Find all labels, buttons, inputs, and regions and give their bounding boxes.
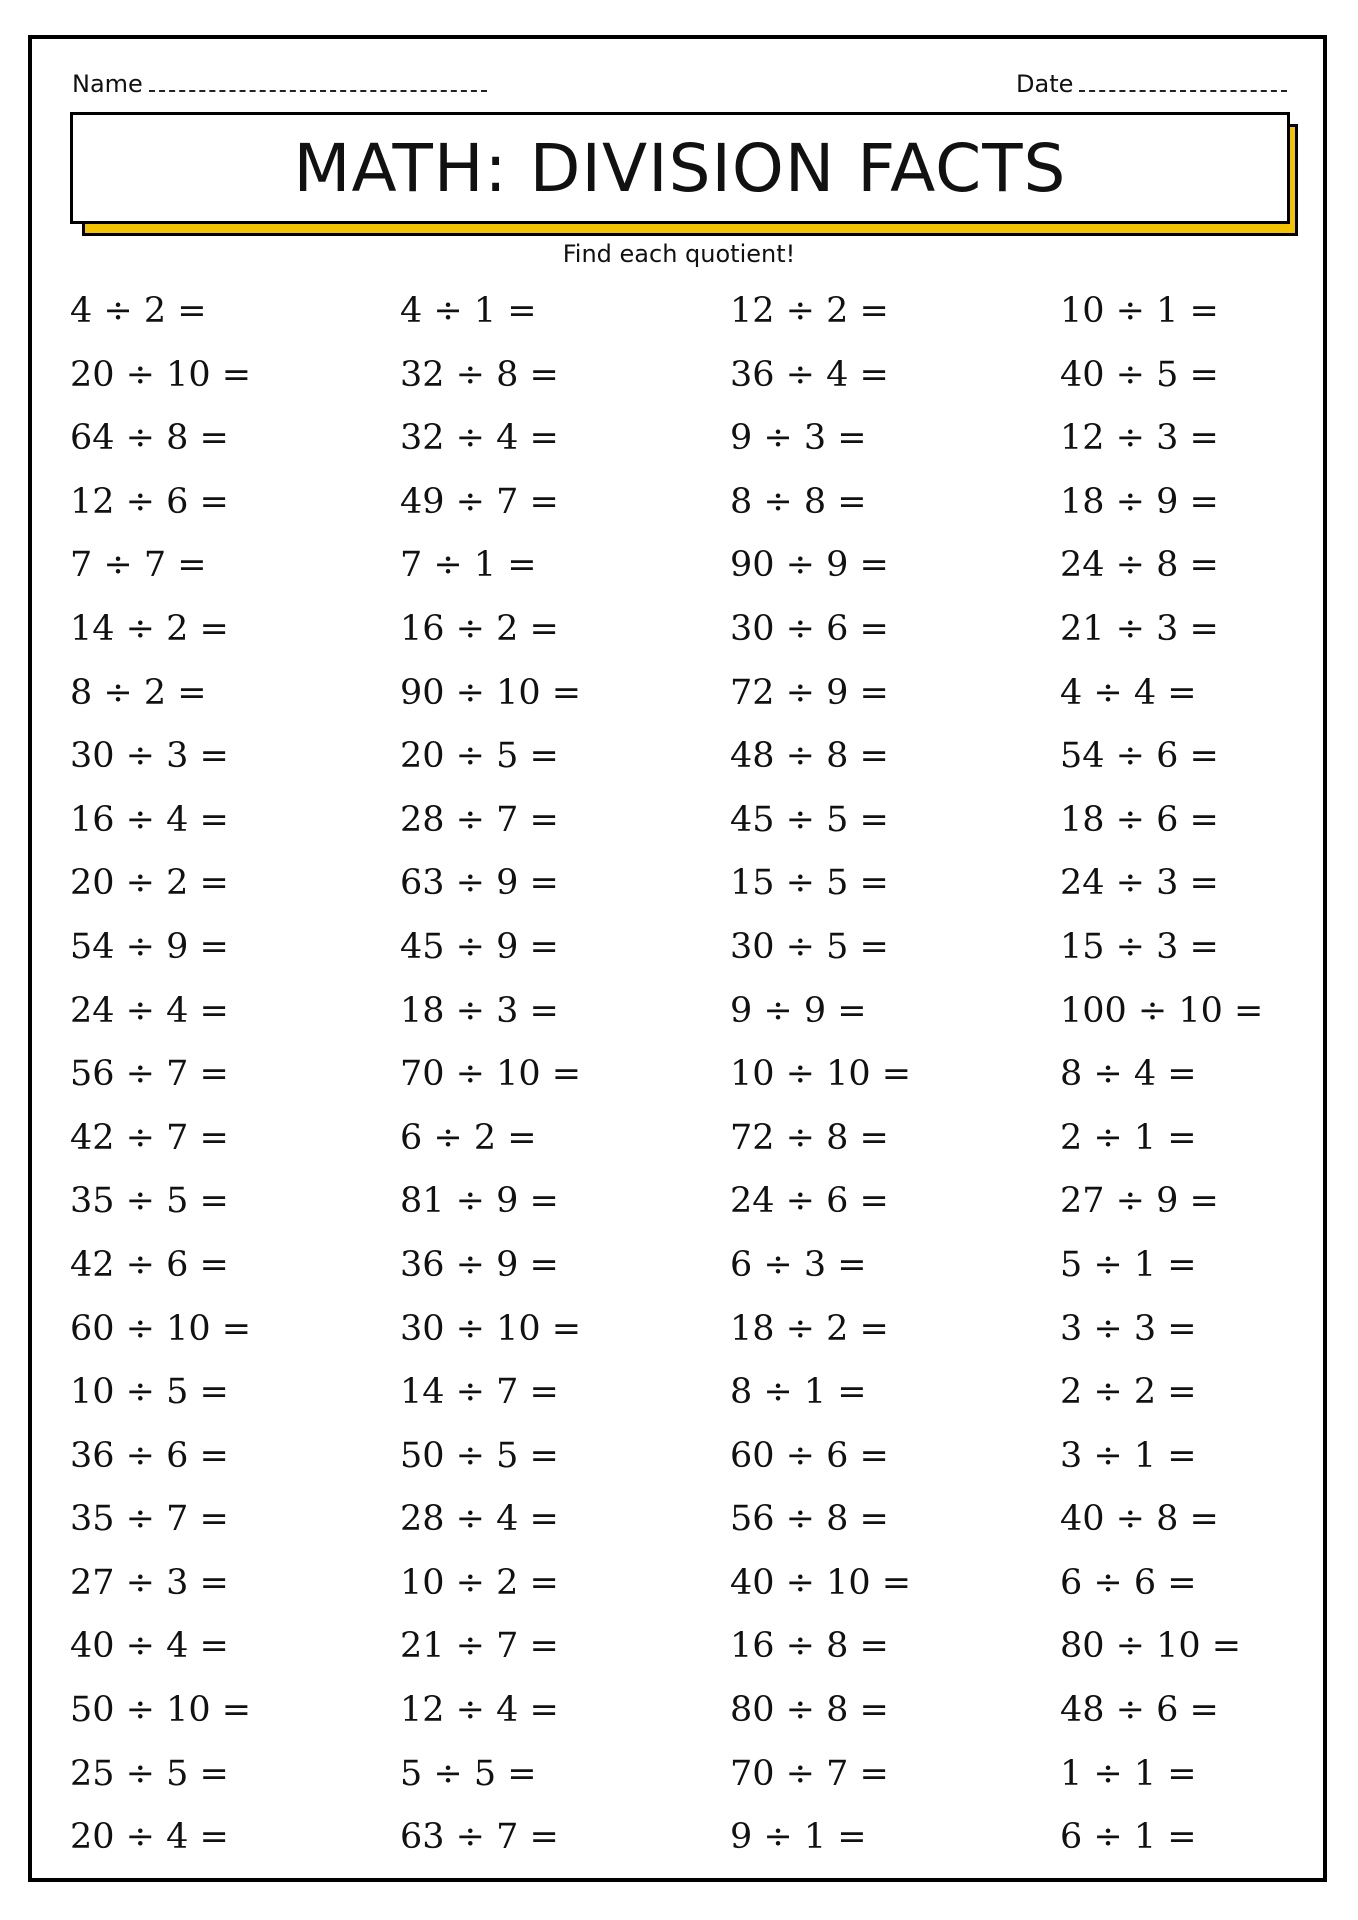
division-problem: 21 ÷ 3 = — [1060, 608, 1219, 649]
division-problem: 3 ÷ 1 = — [1060, 1435, 1197, 1476]
division-problem: 18 ÷ 9 = — [1060, 481, 1219, 522]
division-problem: 28 ÷ 7 = — [400, 799, 559, 840]
division-problem: 8 ÷ 1 = — [730, 1372, 867, 1413]
division-problem: 6 ÷ 2 = — [400, 1117, 537, 1158]
division-problem: 32 ÷ 8 = — [400, 354, 559, 395]
division-problem: 9 ÷ 3 = — [730, 418, 867, 459]
division-problem: 12 ÷ 6 = — [70, 481, 229, 522]
division-problem: 28 ÷ 4 = — [400, 1499, 559, 1540]
division-problem: 5 ÷ 5 = — [400, 1753, 537, 1794]
division-problem: 50 ÷ 10 = — [70, 1690, 252, 1731]
instructions: Find each quotient! — [562, 240, 796, 268]
division-problem: 25 ÷ 5 = — [70, 1753, 229, 1794]
division-problem: 72 ÷ 9 = — [730, 672, 889, 713]
division-problem: 100 ÷ 10 = — [1060, 990, 1264, 1031]
division-problem: 27 ÷ 3 = — [70, 1562, 229, 1603]
division-problem: 72 ÷ 8 = — [730, 1117, 889, 1158]
division-problem: 16 ÷ 4 = — [70, 799, 229, 840]
division-problem: 40 ÷ 10 = — [730, 1562, 912, 1603]
division-problem: 20 ÷ 2 = — [70, 863, 229, 904]
division-problem: 30 ÷ 3 = — [70, 736, 229, 777]
division-problem: 70 ÷ 7 = — [730, 1753, 889, 1794]
division-problem: 3 ÷ 3 = — [1060, 1308, 1197, 1349]
division-problem: 10 ÷ 2 = — [400, 1562, 559, 1603]
division-problem: 40 ÷ 5 = — [1060, 354, 1219, 395]
division-problem: 4 ÷ 2 = — [70, 291, 207, 331]
division-problem: 12 ÷ 2 = — [730, 291, 889, 331]
division-problem: 80 ÷ 8 = — [730, 1690, 889, 1731]
division-problem: 18 ÷ 3 = — [400, 990, 559, 1031]
division-problem: 40 ÷ 8 = — [1060, 1499, 1219, 1540]
division-problem: 35 ÷ 7 = — [70, 1499, 229, 1540]
division-problem: 90 ÷ 9 = — [730, 545, 889, 586]
title-box — [70, 112, 1290, 224]
date-field[interactable] — [1016, 70, 1287, 98]
name-field[interactable] — [72, 70, 487, 98]
division-problem: 49 ÷ 7 = — [400, 481, 559, 522]
division-problem: 9 ÷ 1 = — [730, 1817, 867, 1858]
division-problem: 36 ÷ 4 = — [730, 354, 889, 395]
division-problem: 20 ÷ 5 = — [400, 736, 559, 777]
division-problem: 36 ÷ 6 = — [70, 1435, 229, 1476]
division-problem: 20 ÷ 4 = — [70, 1817, 229, 1858]
division-problem: 18 ÷ 6 = — [1060, 799, 1219, 840]
division-problem: 24 ÷ 3 = — [1060, 863, 1219, 904]
division-problem: 4 ÷ 4 = — [1060, 672, 1197, 713]
division-problem: 9 ÷ 9 = — [730, 990, 867, 1031]
division-problem: 45 ÷ 9 = — [400, 926, 559, 967]
division-problem: 8 ÷ 4 = — [1060, 1054, 1197, 1095]
division-problem: 42 ÷ 7 = — [70, 1117, 229, 1158]
division-problem: 7 ÷ 7 = — [70, 545, 207, 586]
division-problem: 10 ÷ 1 = — [1060, 291, 1219, 331]
division-problem: 48 ÷ 6 = — [1060, 1690, 1219, 1731]
division-problem: 5 ÷ 1 = — [1060, 1244, 1197, 1285]
division-problem: 10 ÷ 5 = — [70, 1372, 229, 1413]
division-problem: 12 ÷ 3 = — [1060, 418, 1219, 459]
division-problem: 42 ÷ 6 = — [70, 1244, 229, 1285]
division-problem: 15 ÷ 3 = — [1060, 926, 1219, 967]
division-problem: 14 ÷ 7 = — [400, 1372, 559, 1413]
division-problem: 6 ÷ 6 = — [1060, 1562, 1197, 1603]
division-problem: 30 ÷ 6 = — [730, 608, 889, 649]
division-problem: 24 ÷ 4 = — [70, 990, 229, 1031]
name-blank[interactable] — [149, 72, 487, 92]
division-problem: 32 ÷ 4 = — [400, 418, 559, 459]
division-problem: 30 ÷ 5 = — [730, 926, 889, 967]
division-problem: 4 ÷ 1 = — [400, 291, 537, 331]
division-problem: 18 ÷ 2 = — [730, 1308, 889, 1349]
division-problem: 21 ÷ 7 = — [400, 1626, 559, 1667]
division-problem: 56 ÷ 7 = — [70, 1054, 229, 1095]
division-problem: 27 ÷ 9 = — [1060, 1181, 1219, 1222]
division-problem: 16 ÷ 8 = — [730, 1626, 889, 1667]
division-problem: 6 ÷ 3 = — [730, 1244, 867, 1285]
division-problem: 24 ÷ 8 = — [1060, 545, 1219, 586]
division-problem: 16 ÷ 2 = — [400, 608, 559, 649]
name-label: Name — [72, 70, 143, 98]
division-problem: 36 ÷ 9 = — [400, 1244, 559, 1285]
division-problem: 80 ÷ 10 = — [1060, 1626, 1242, 1667]
date-blank[interactable] — [1079, 72, 1287, 92]
division-problem: 63 ÷ 9 = — [400, 863, 559, 904]
division-problem: 63 ÷ 7 = — [400, 1817, 559, 1858]
division-problem: 8 ÷ 8 = — [730, 481, 867, 522]
division-problem: 20 ÷ 10 = — [70, 354, 252, 395]
division-problem: 56 ÷ 8 = — [730, 1499, 889, 1540]
division-problem: 12 ÷ 4 = — [400, 1690, 559, 1731]
division-problem: 48 ÷ 8 = — [730, 736, 889, 777]
problem-grid — [70, 280, 1300, 1870]
date-label: Date — [1016, 70, 1074, 98]
division-problem: 40 ÷ 4 = — [70, 1626, 229, 1667]
division-problem: 60 ÷ 10 = — [70, 1308, 252, 1349]
division-problem: 90 ÷ 10 = — [400, 672, 582, 713]
division-problem: 70 ÷ 10 = — [400, 1054, 582, 1095]
division-problem: 35 ÷ 5 = — [70, 1181, 229, 1222]
division-problem: 81 ÷ 9 = — [400, 1181, 559, 1222]
division-problem: 2 ÷ 1 = — [1060, 1117, 1197, 1158]
division-problem: 64 ÷ 8 = — [70, 418, 229, 459]
division-problem: 24 ÷ 6 = — [730, 1181, 889, 1222]
division-problem: 30 ÷ 10 = — [400, 1308, 582, 1349]
division-problem: 15 ÷ 5 = — [730, 863, 889, 904]
division-problem: 54 ÷ 6 = — [1060, 736, 1219, 777]
division-problem: 60 ÷ 6 = — [730, 1435, 889, 1476]
page-title: MATH: DIVISION FACTS — [293, 129, 1067, 207]
division-problem: 10 ÷ 10 = — [730, 1054, 912, 1095]
division-problem: 14 ÷ 2 = — [70, 608, 229, 649]
division-problem: 7 ÷ 1 = — [400, 545, 537, 586]
division-problem: 54 ÷ 9 = — [70, 926, 229, 967]
division-problem: 6 ÷ 1 = — [1060, 1817, 1197, 1858]
division-problem: 45 ÷ 5 = — [730, 799, 889, 840]
division-problem: 1 ÷ 1 = — [1060, 1753, 1197, 1794]
division-problem: 8 ÷ 2 = — [70, 672, 207, 713]
division-problem: 2 ÷ 2 = — [1060, 1372, 1197, 1413]
division-problem: 50 ÷ 5 = — [400, 1435, 559, 1476]
